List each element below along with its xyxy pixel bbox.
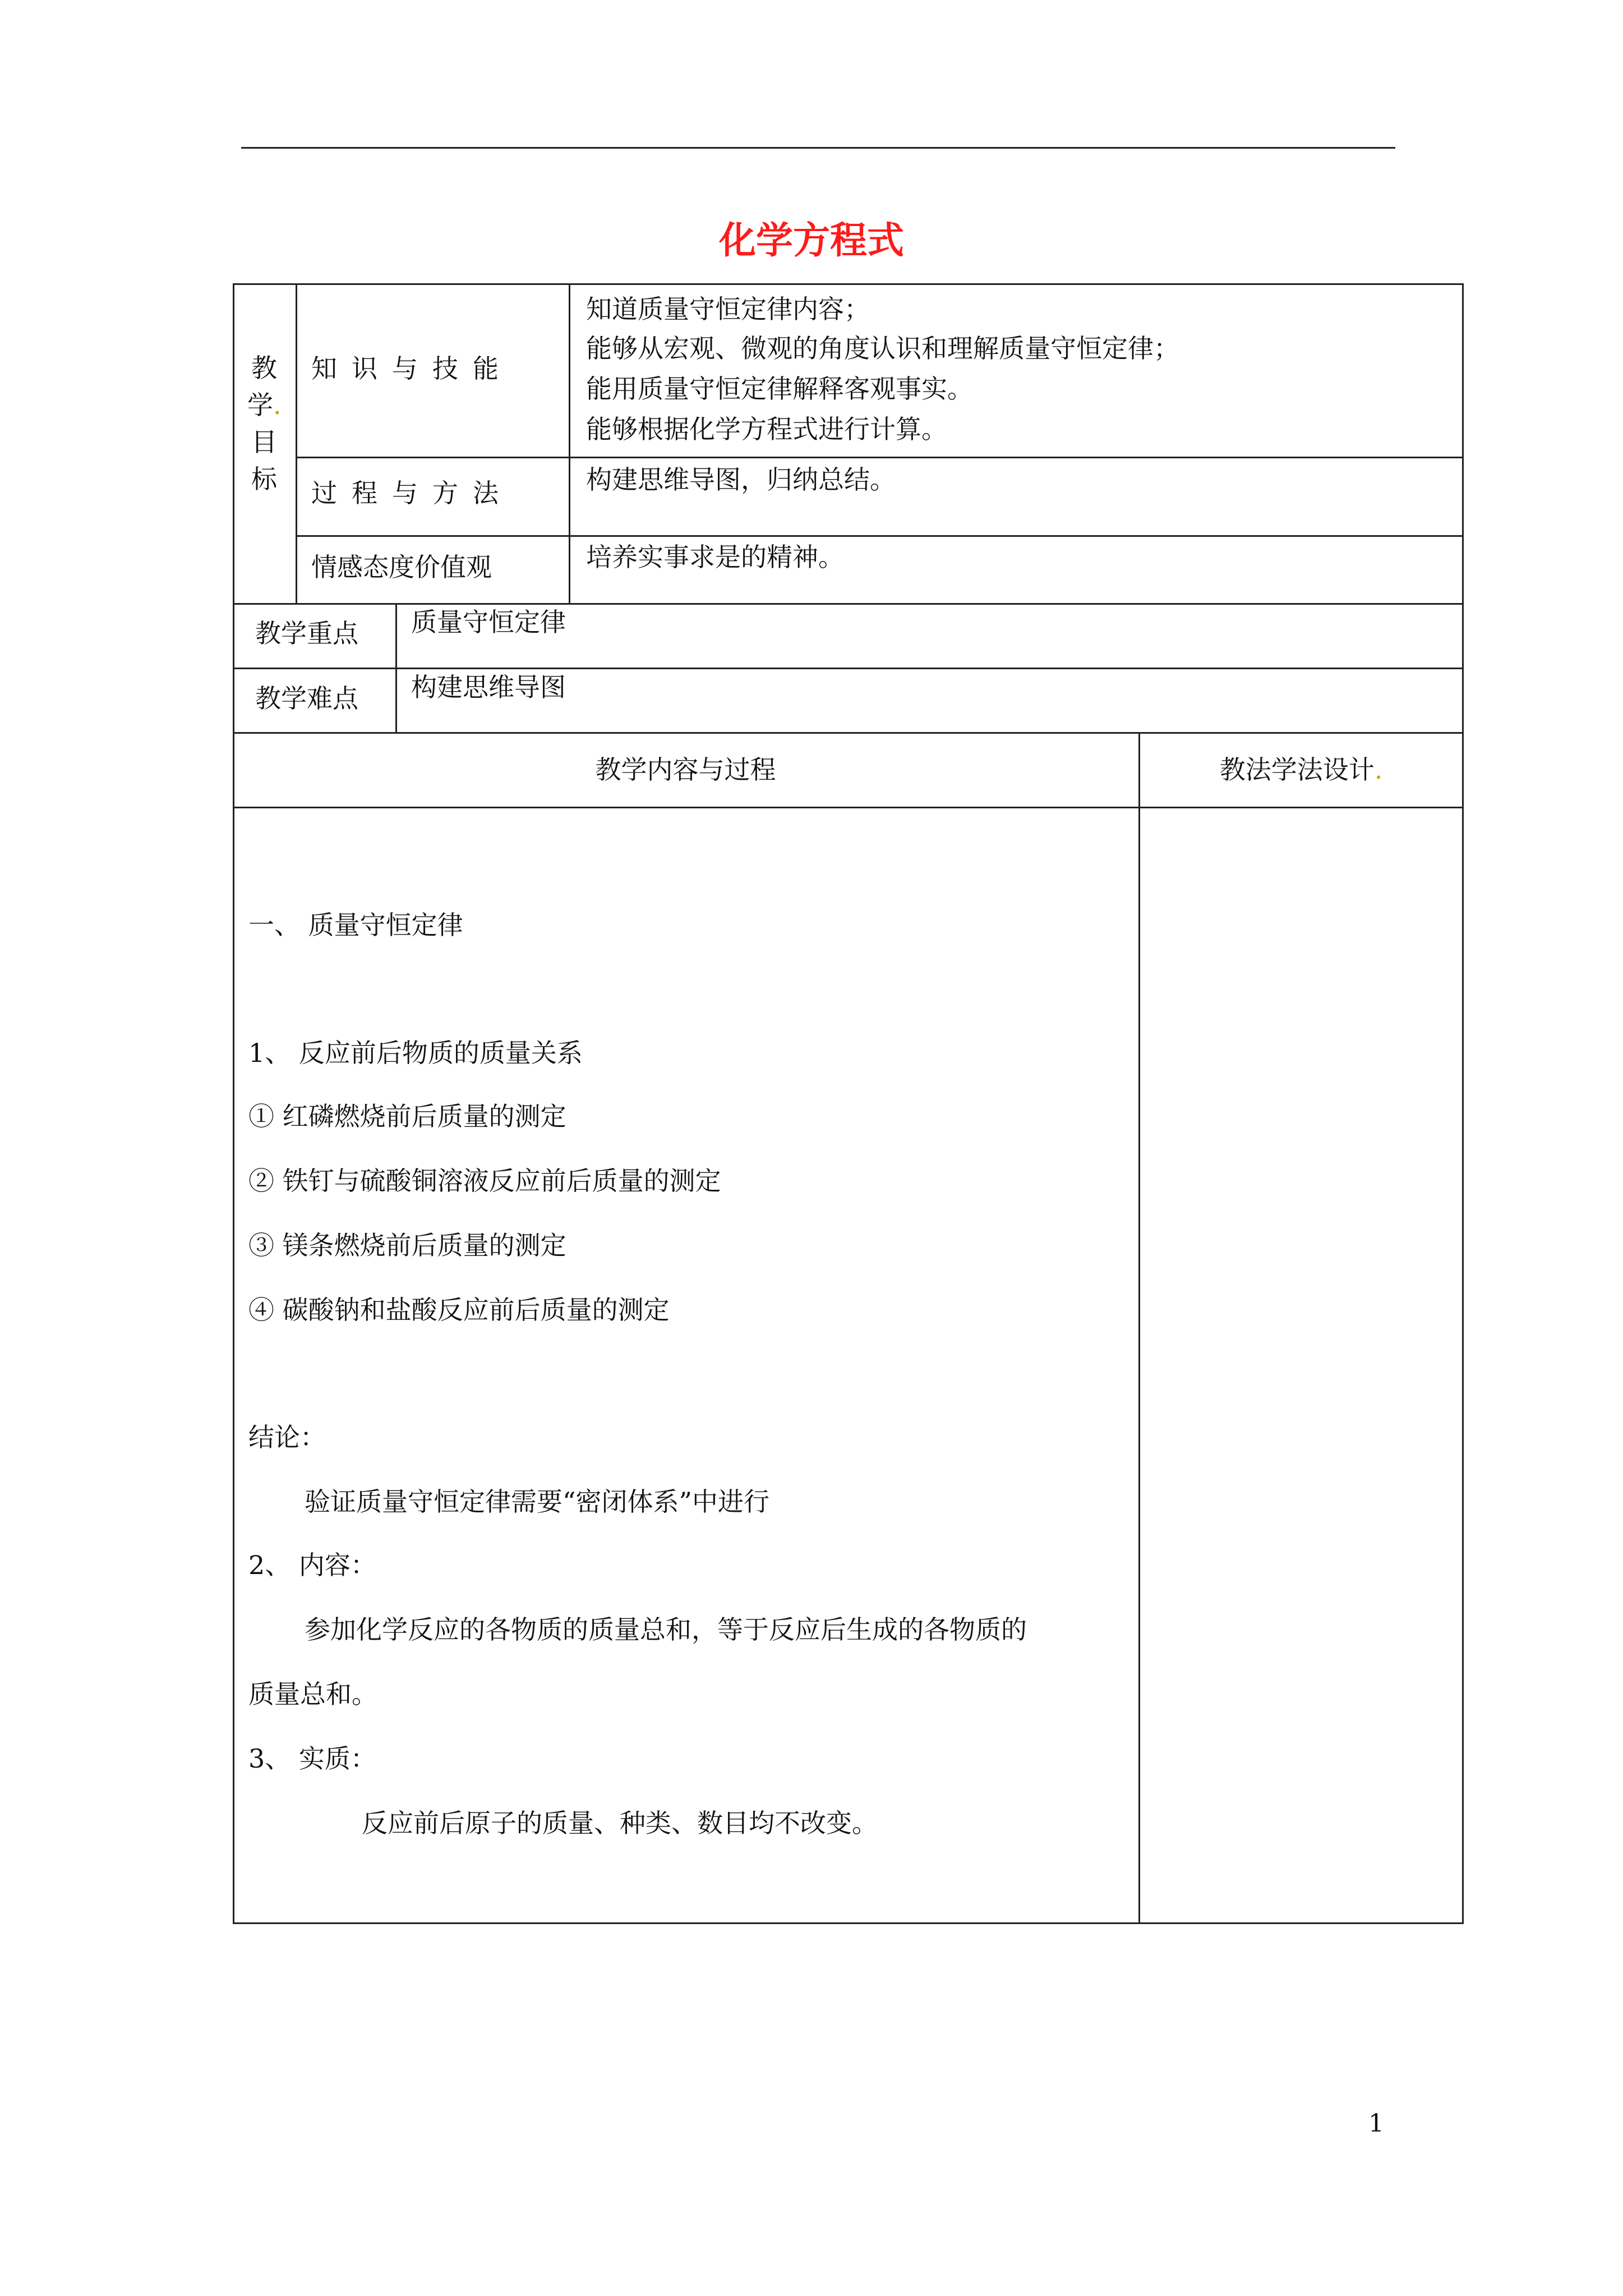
table-border-left xyxy=(233,283,234,1924)
column-divider xyxy=(296,283,297,603)
table-border-right xyxy=(1462,283,1464,1924)
content-text: 质量总和。 xyxy=(248,1679,377,1709)
content-header: 教学内容与过程 xyxy=(595,754,776,785)
experiment-item: ③ 镁条燃烧前后质量的测定 xyxy=(248,1230,566,1260)
process-label: 过程与方法 xyxy=(311,478,513,508)
page-title: 化学方程式 xyxy=(719,218,904,262)
column-divider xyxy=(1138,732,1140,1924)
knowledge-label: 知识与技能 xyxy=(311,353,513,384)
difficulty-text: 构建思维导图 xyxy=(411,672,566,702)
stray-dot: . xyxy=(1374,754,1383,785)
lesson-plan-table xyxy=(233,283,1464,1924)
difficulty-label: 教学难点 xyxy=(255,683,358,714)
row-divider xyxy=(233,732,1464,734)
subsection-heading: 1、 反应前后物质的质量关系 xyxy=(248,1038,583,1068)
row-divider xyxy=(233,807,1464,808)
content-text: 参加化学反应的各物质的质量总和，等于反应后生成的各物质的 xyxy=(305,1614,1027,1645)
row-divider xyxy=(296,535,1464,537)
objectives-label: 教 学. 目 标 xyxy=(247,353,282,494)
experiment-item: ④ 碳酸钠和盐酸反应前后质量的测定 xyxy=(248,1295,670,1325)
key-point-text: 质量守恒定律 xyxy=(411,607,566,637)
table-border-top xyxy=(233,283,1464,285)
emotion-text: 培养实事求是的精神。 xyxy=(586,542,844,572)
process-text: 构建思维导图，归纳总结。 xyxy=(586,464,896,495)
knowledge-line: 能够根据化学方程式进行计算。 xyxy=(586,414,947,444)
essence-text: 反应前后原子的质量、种类、数目均不改变。 xyxy=(362,1808,878,1838)
key-point-label: 教学重点 xyxy=(255,618,358,648)
conclusion-text: 验证质量守恒定律需要“密闭体系”中进行 xyxy=(305,1487,770,1517)
method-header: 教法学法设计. xyxy=(1219,754,1383,785)
knowledge-line: 能用质量守恒定律解释客观事实。 xyxy=(586,374,973,404)
section-heading: 一、 质量守恒定律 xyxy=(248,910,463,940)
emotion-label: 情感态度价值观 xyxy=(311,552,492,582)
experiment-item: ① 红磷燃烧前后质量的测定 xyxy=(248,1101,566,1131)
table-border-bottom xyxy=(233,1922,1464,1924)
stray-dot: . xyxy=(273,390,282,420)
knowledge-line: 知道质量守恒定律内容； xyxy=(586,294,870,324)
conclusion-label: 结论： xyxy=(248,1422,326,1452)
row-divider xyxy=(296,457,1464,458)
knowledge-line: 能够从宏观、微观的角度认识和理解质量守恒定律； xyxy=(586,333,1179,364)
column-divider xyxy=(569,283,570,603)
subsection-heading: 3、 实质： xyxy=(248,1743,376,1774)
column-divider xyxy=(395,603,397,732)
experiment-item: ② 铁钉与硫酸铜溶液反应前后质量的测定 xyxy=(248,1166,721,1196)
page-number: 1 xyxy=(1368,2109,1384,2138)
header-rule xyxy=(241,147,1395,149)
subsection-heading: 2、 内容： xyxy=(248,1550,376,1580)
